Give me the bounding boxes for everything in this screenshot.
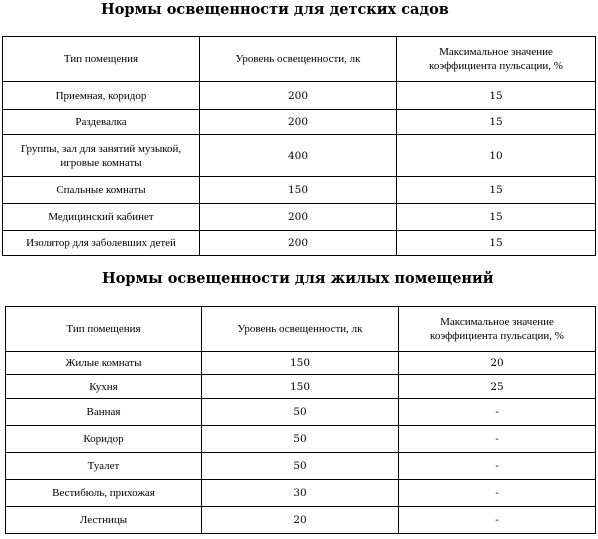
table-row [6, 426, 596, 453]
pulsation-cell: 20 [399, 352, 596, 375]
pulsation-cell: - [399, 480, 596, 507]
table-header-row [6, 307, 596, 352]
room-type-cell: Лестницы [6, 507, 202, 534]
residential-norms-table [5, 306, 596, 534]
illuminance-cell: 150 [202, 375, 399, 399]
table-row [6, 480, 596, 507]
room-type-cell: Коридор [6, 426, 202, 453]
pulsation-cell: 15 [397, 110, 596, 135]
table-row [3, 82, 596, 110]
table-header-row [3, 37, 596, 82]
illuminance-cell: 150 [202, 352, 399, 375]
illuminance-cell: 200 [200, 82, 397, 110]
illuminance-cell: 150 [200, 177, 397, 204]
kindergarten-title: Нормы освещенности для детских садов [101, 1, 449, 18]
illuminance-cell: 200 [200, 204, 397, 231]
pulsation-cell: 15 [397, 231, 596, 256]
room-type-cell: Кухня [6, 375, 202, 399]
room-type-cell: Приемная, коридор [3, 82, 200, 110]
illuminance-cell: 200 [200, 231, 397, 256]
table-row [6, 352, 596, 375]
room-type-cell: Туалет [6, 453, 202, 480]
table-row [3, 177, 596, 204]
room-type-cell: Ванная [6, 399, 202, 426]
table-row [3, 110, 596, 135]
illuminance-cell: 200 [200, 110, 397, 135]
residential-title: Нормы освещенности для жилых помещений [102, 270, 494, 287]
pulsation-cell: 15 [397, 204, 596, 231]
header-illuminance: Уровень освещенности, лк [202, 307, 399, 352]
pulsation-cell: - [399, 507, 596, 534]
header-illuminance: Уровень освещенности, лк [200, 37, 397, 82]
room-type-cell: Медицинский кабинет [3, 204, 200, 231]
room-type-cell: Вестибюль, прихожая [6, 480, 202, 507]
table-row [6, 507, 596, 534]
room-type-cell: Изолятор для заболевших детей [3, 231, 200, 256]
header-room-type: Тип помещения [6, 307, 202, 352]
pulsation-cell: 15 [397, 177, 596, 204]
room-type-cell: Спальные комнаты [3, 177, 200, 204]
pulsation-cell: 10 [397, 135, 596, 177]
pulsation-cell: - [399, 399, 596, 426]
illuminance-cell: 50 [202, 426, 399, 453]
header-pulsation: Максимальное значение коэффициента пульсации, % [399, 307, 596, 352]
pulsation-cell: 15 [397, 82, 596, 110]
table-row [6, 399, 596, 426]
pulsation-cell: - [399, 426, 596, 453]
room-type-cell: Жилые комнаты [6, 352, 202, 375]
kindergarten-norms-table [2, 36, 596, 256]
room-type-cell: Группы, зал для занятий музыкой, игровые комнаты [3, 135, 200, 177]
pulsation-cell: - [399, 453, 596, 480]
room-type-cell: Раздевалка [3, 110, 200, 135]
table-row [3, 231, 596, 256]
table-row [6, 375, 596, 399]
header-pulsation: Максимальное значение коэффициента пульсации, % [397, 37, 596, 82]
illuminance-cell: 20 [202, 507, 399, 534]
table-row [3, 204, 596, 231]
table-row [3, 135, 596, 177]
illuminance-cell: 50 [202, 453, 399, 480]
illuminance-cell: 30 [202, 480, 399, 507]
table-row [6, 453, 596, 480]
illuminance-cell: 400 [200, 135, 397, 177]
pulsation-cell: 25 [399, 375, 596, 399]
illuminance-cell: 50 [202, 399, 399, 426]
header-room-type: Тип помещения [3, 37, 200, 82]
